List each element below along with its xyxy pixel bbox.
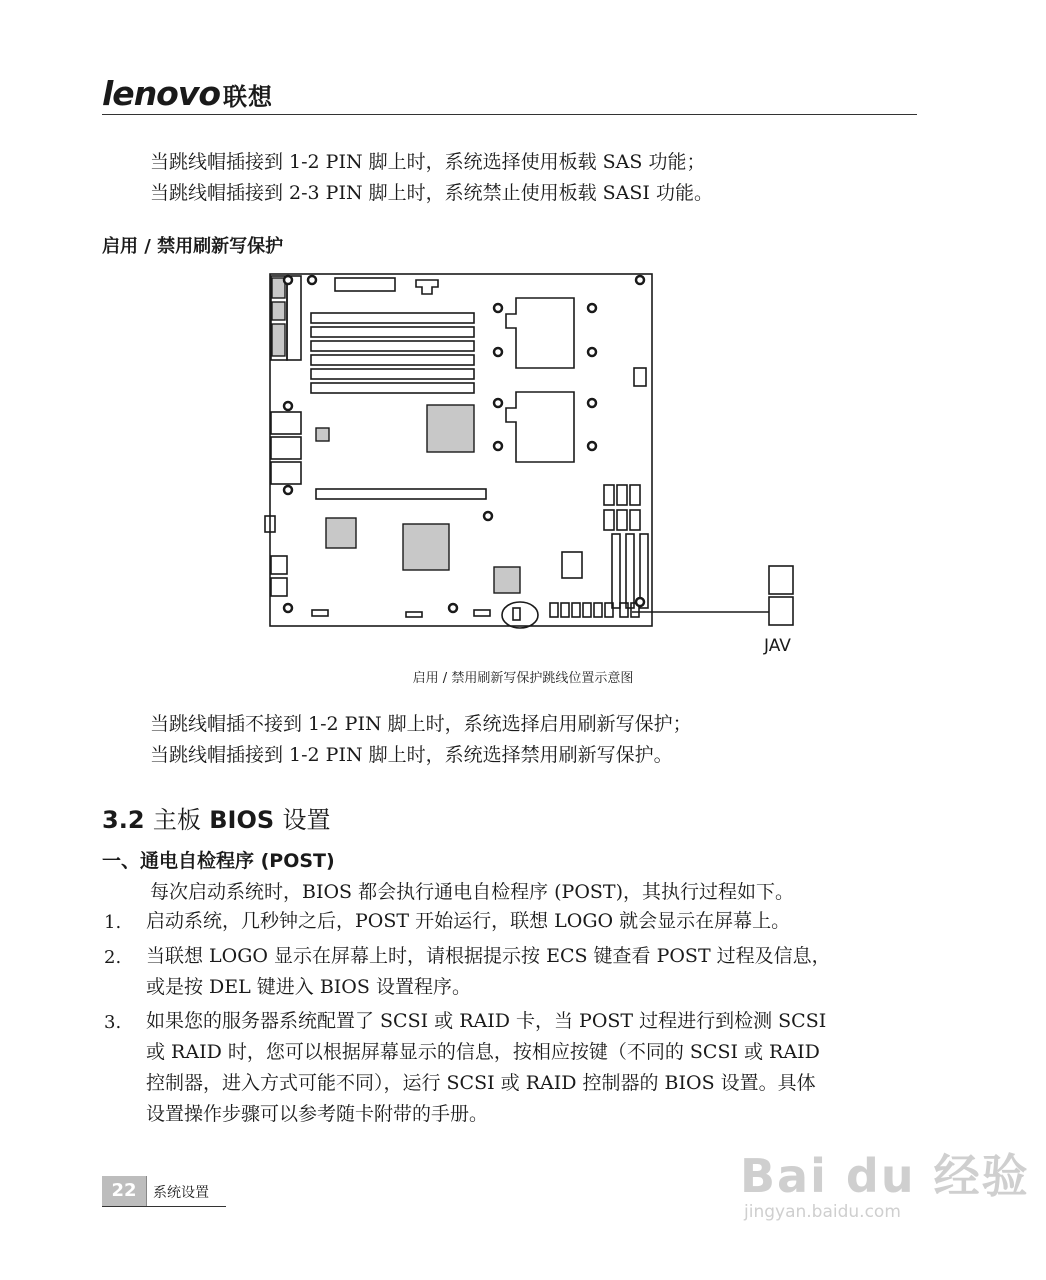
subsection-heading: 一、通电自检程序 (POST)	[102, 850, 335, 872]
step-3-line-1: 如果您的服务器系统配置了 SCSI 或 RAID 卡，当 POST 过程进行到检测 SCSI	[146, 1010, 827, 1032]
chapter-heading	[102, 800, 331, 835]
step-3-line-2: 或 RAID 时，您可以根据屏幕显示的信息，按相应按键（不同的 SCSI 或 RAID	[146, 1041, 820, 1063]
chapter-title-c: 设置	[282, 806, 331, 834]
step-3-line-3: 控制器，进入方式可能不同），运行 SCSI 或 RAID 控制器的 BIOS 设置。具体	[146, 1072, 816, 1094]
logo-cn: 联想	[223, 83, 274, 111]
step-1-line-1: 启动系统，几秒钟之后，POST 开始运行，联想 LOGO 就会显示在屏幕上。	[146, 910, 791, 932]
intro-line-2: 当跳线帽插接到 2-3 PIN 脚上时，系统禁止使用板载 SASI 功能。	[150, 182, 713, 204]
step-number-3: 3.	[104, 1012, 122, 1033]
footer-section-label: 系统设置	[153, 1185, 209, 1201]
step-2-line-1: 当联想 LOGO 显示在屏幕上时，请根据提示按 ECS 键查看 POST 过程及信息，	[146, 945, 831, 967]
post-intro: 每次启动系统时，BIOS 都会执行通电自检程序 (POST)，其执行过程如下。	[150, 881, 795, 903]
logo-text: lenovo	[102, 74, 221, 113]
step-number-2: 2.	[104, 947, 122, 968]
baidu-watermark	[740, 1140, 1030, 1222]
footer-divider	[146, 1176, 147, 1206]
footer-rule	[102, 1206, 226, 1207]
section-heading: 启用 / 禁用刷新写保护	[102, 236, 284, 257]
page-number: 22	[102, 1176, 146, 1206]
after-line-1: 当跳线帽插不接到 1-2 PIN 脚上时，系统选择启用刷新写保护；	[150, 713, 692, 735]
intro-line-1: 当跳线帽插接到 1-2 PIN 脚上时，系统选择使用板载 SAS 功能；	[150, 151, 706, 173]
step-number-1: 1.	[104, 912, 122, 933]
step-2-line-2: 或是按 DEL 键进入 BIOS 设置程序。	[146, 976, 471, 998]
watermark-url: jingyan.baidu.com	[744, 1202, 901, 1222]
chapter-title-a: 主板	[152, 806, 201, 834]
chapter-number: 3.2	[102, 806, 145, 834]
chapter-title-b: BIOS	[209, 806, 275, 834]
figure-caption: 启用 / 禁用刷新写保护跳线位置示意图	[412, 671, 634, 686]
step-3-line-4: 设置操作步骤可以参考随卡附带的手册。	[146, 1103, 489, 1125]
jav-label: JAV	[764, 636, 791, 656]
watermark-brand: Bai du 经验	[740, 1149, 1030, 1203]
after-line-2: 当跳线帽插接到 1-2 PIN 脚上时，系统选择禁用刷新写保护。	[150, 744, 673, 766]
